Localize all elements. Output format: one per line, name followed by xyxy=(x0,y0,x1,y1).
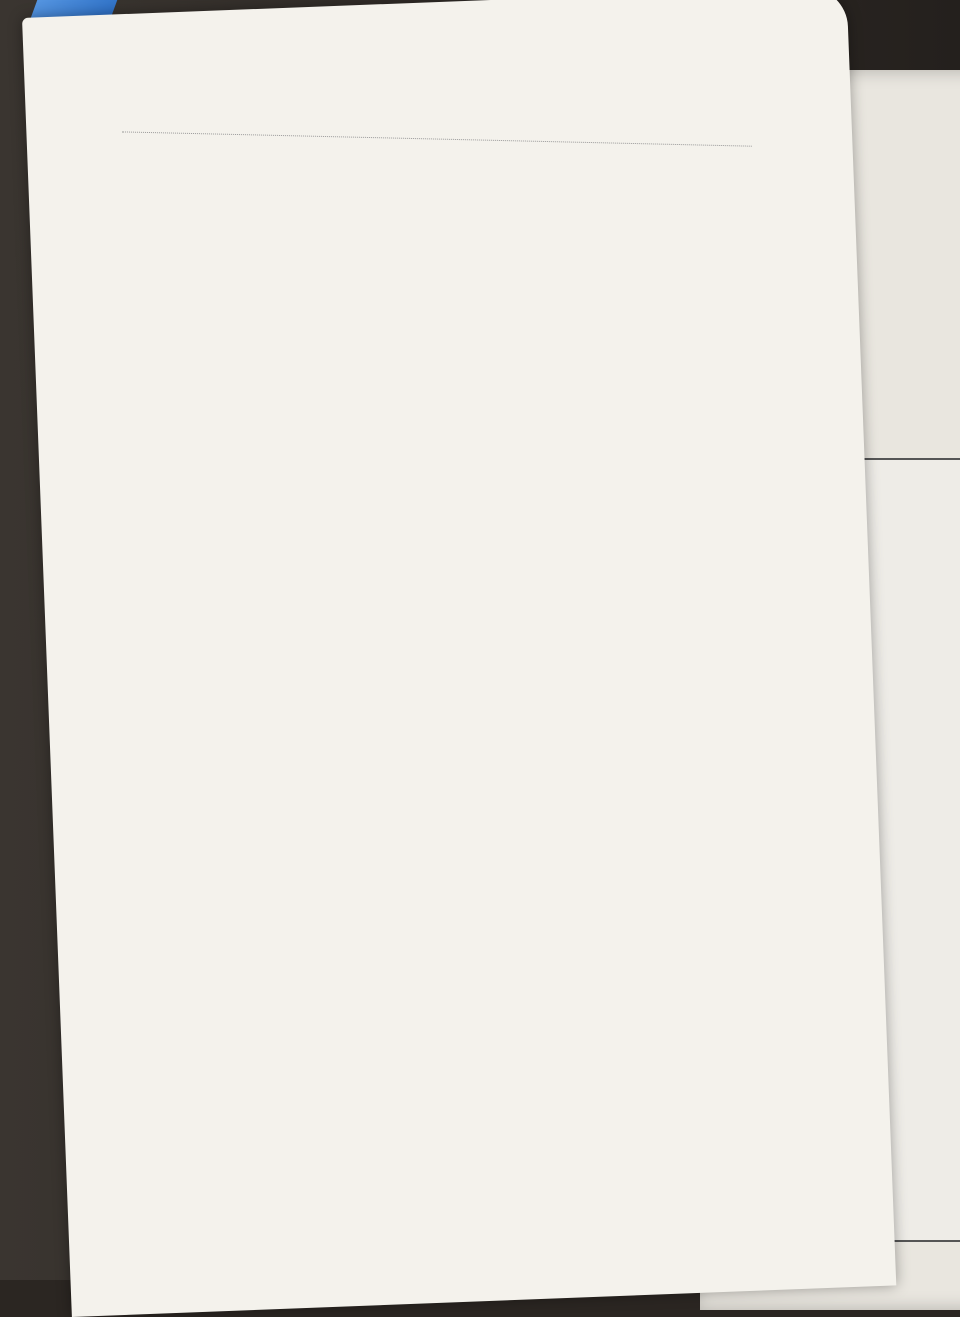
leader-dots xyxy=(122,131,752,146)
table-of-contents xyxy=(103,85,785,200)
toc-top-list xyxy=(104,113,784,128)
chapter-page xyxy=(758,147,784,148)
